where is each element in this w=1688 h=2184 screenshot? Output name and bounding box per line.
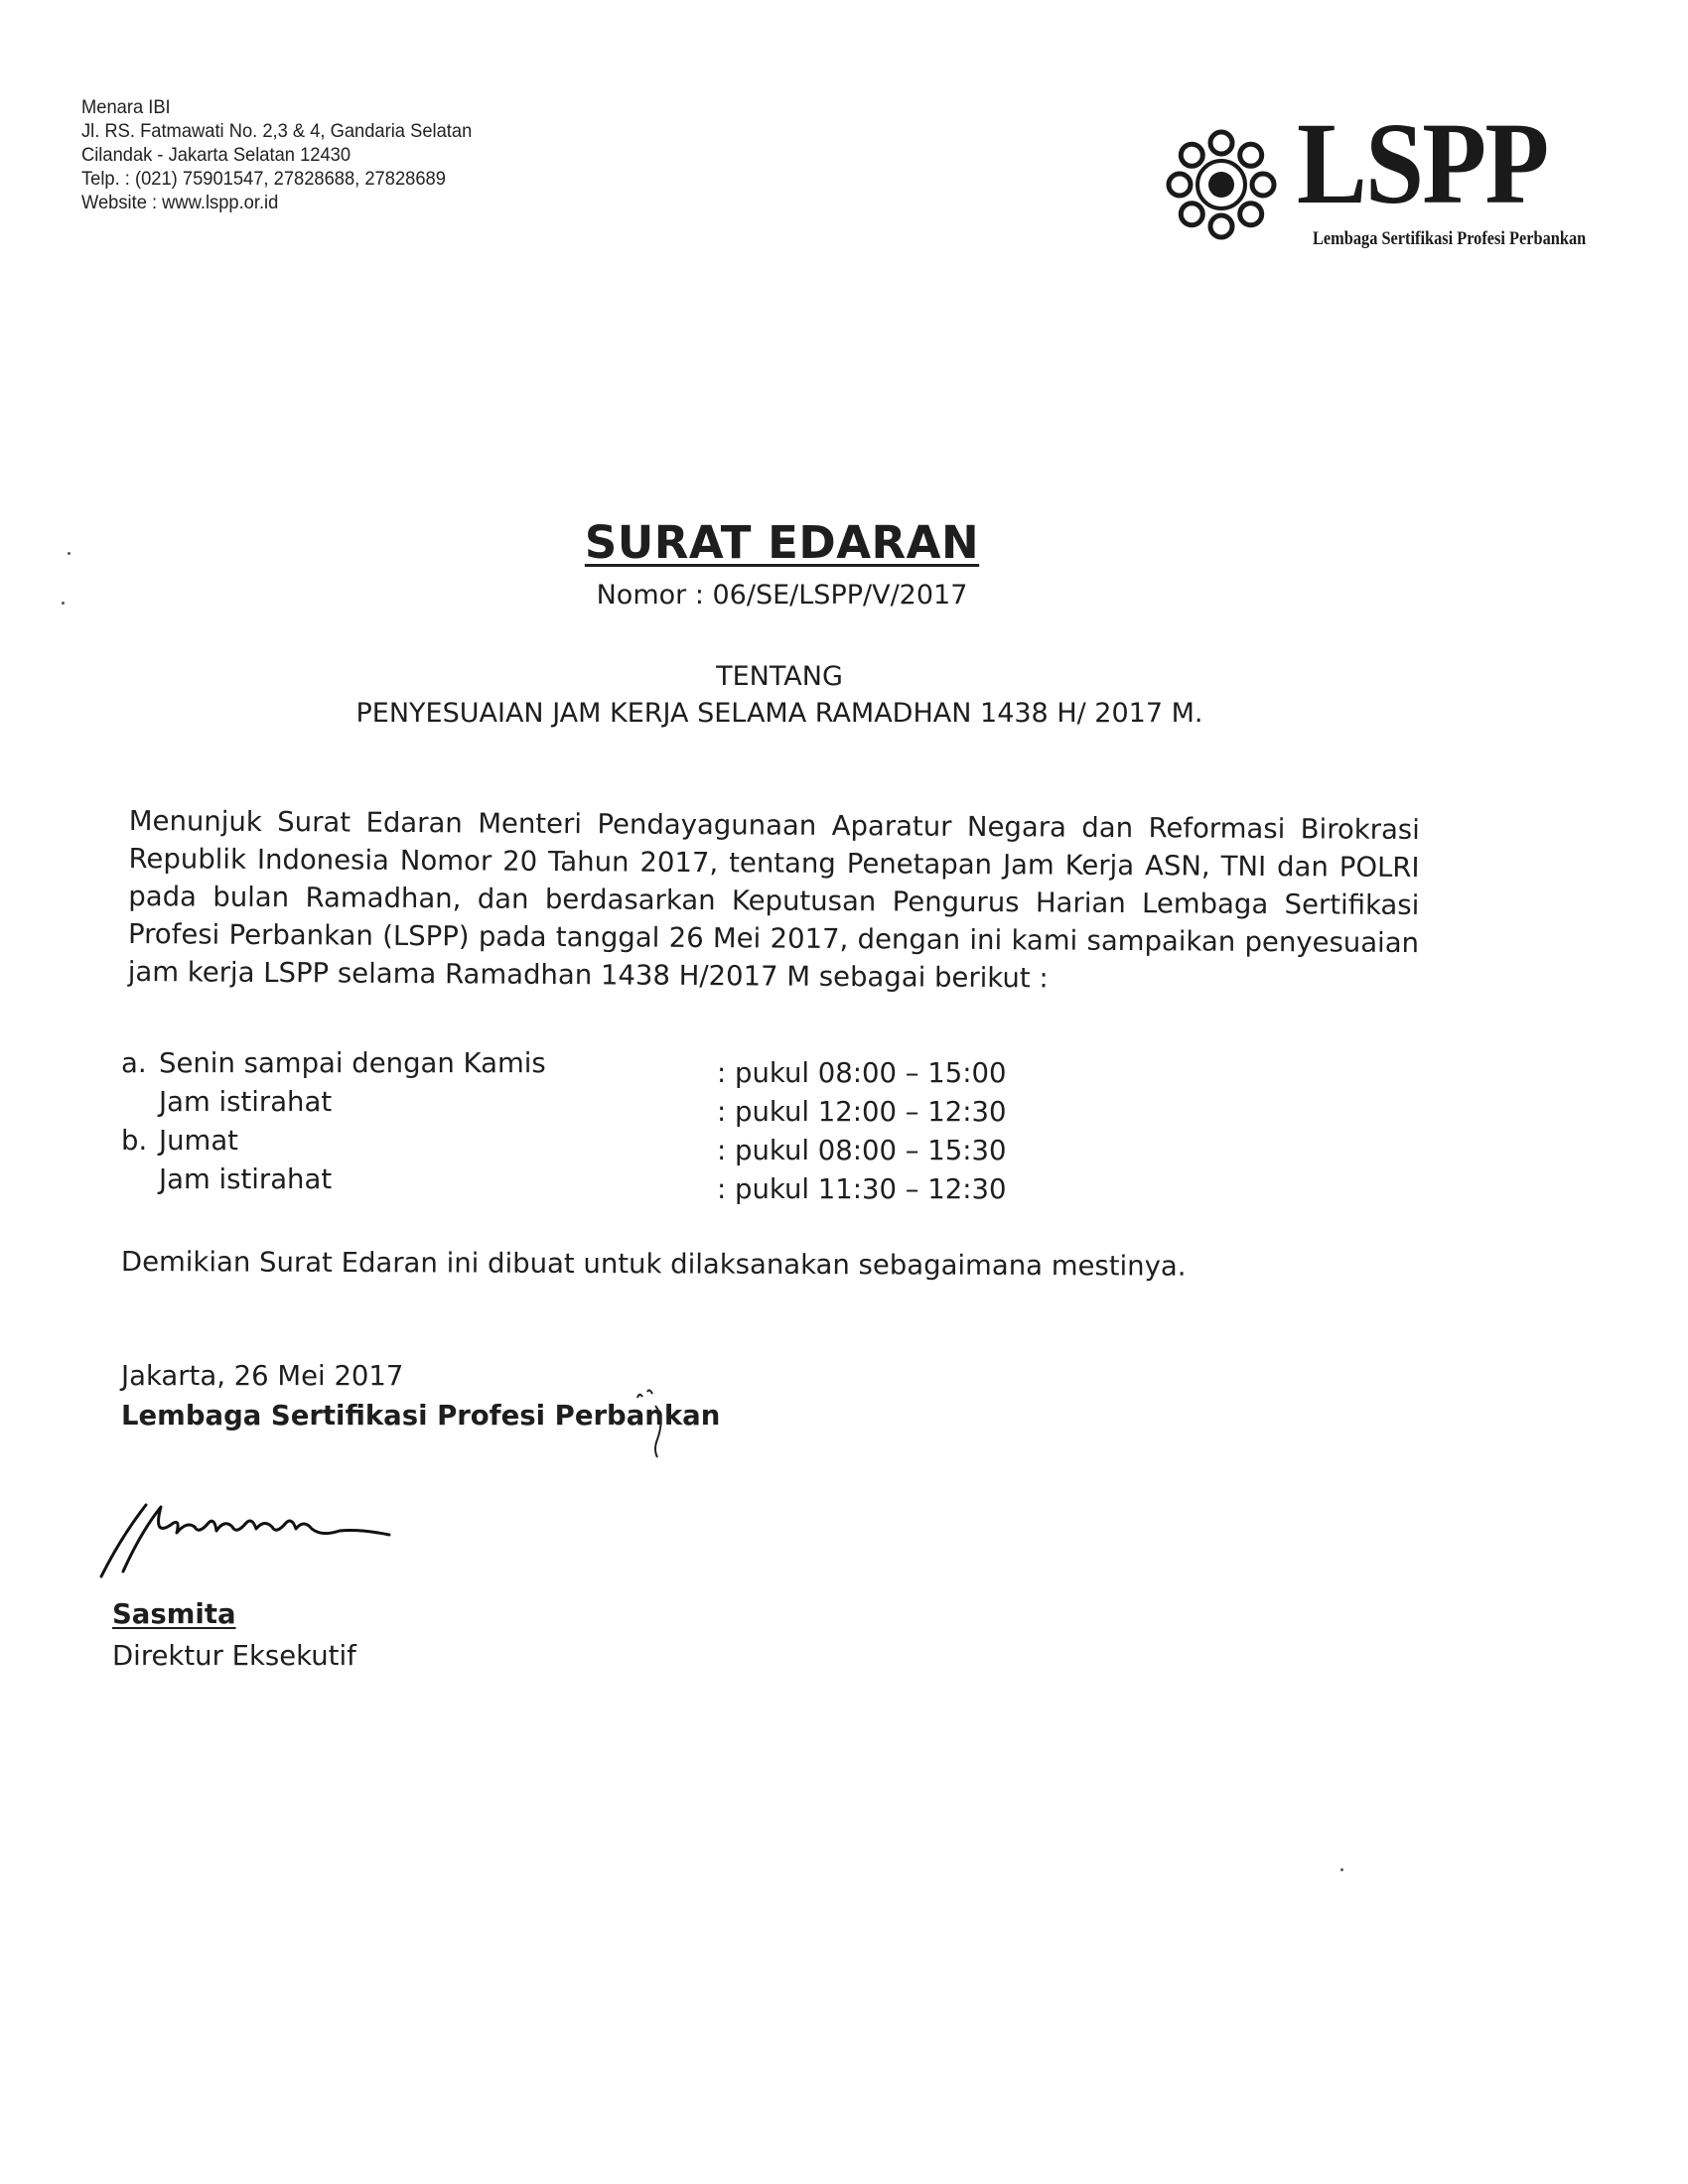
signer-title: Direktur Eksekutif	[112, 1640, 356, 1672]
place-date: Jakarta, 26 Mei 2017	[121, 1360, 404, 1392]
address-line: Cilandak - Jakarta Selatan 12430	[81, 144, 352, 166]
address-line: Telp. : (021) 75901547, 27828688, 27828689	[81, 168, 446, 190]
lspp-logo	[1162, 98, 1599, 256]
signer-name: Sasmita	[112, 1598, 236, 1630]
schedule-label: Senin sampai dengan Kamis	[159, 1047, 546, 1079]
initial-paraf	[632, 1388, 671, 1459]
scan-speck	[68, 552, 70, 555]
scan-speck	[1340, 1868, 1343, 1871]
schedule-row	[121, 1044, 1114, 1089]
schedule-label: Jam istirahat	[159, 1163, 333, 1195]
list-marker: a.	[121, 1047, 147, 1079]
address-line: Website : www.lspp.or.id	[81, 192, 279, 213]
schedule-row	[121, 1160, 1114, 1205]
document-title: SURAT EDARAN	[584, 516, 980, 569]
schedule-label: Jam istirahat	[159, 1086, 333, 1118]
list-marker: b.	[121, 1125, 148, 1157]
issuing-organization: Lembaga Sertifikasi Profesi Perbankan	[121, 1400, 721, 1432]
schedule-row	[121, 1122, 1114, 1166]
about-label: TENTANG	[716, 661, 843, 692]
letterhead-address	[81, 95, 472, 214]
body-paragraph: Menunjuk Surat Edaran Menteri Pendayagunaan Aparatur Negara dan Reformasi Birokrasi Republik Indonesia Nomor 20 Tahun 2017, tentang Penetapan Jam Kerja ASN, TNI dan POLRI pada bulan Ramadhan, dan berdasarkan Keputusan Pengurus Harian Lembaga Sertifikasi Profesi Perbankan (LSPP) pada tanggal 26 Mei 2017, dengan ini kami sampaikan penyesuaian jam kerja LSPP selama Ramadhan 1438 H/2017 M sebagai berikut :	[127, 804, 1420, 995]
logo-subtitle: Lembaga Sertifikasi Profesi Perbankan	[1313, 228, 1587, 249]
flower-emblem-icon	[1162, 125, 1281, 244]
schedule-time: : pukul 08:00 – 15:30	[717, 1135, 1007, 1166]
handwritten-signature	[91, 1477, 429, 1586]
address-line: Jl. RS. Fatmawati No. 2,3 & 4, Gandaria Selatan	[81, 120, 473, 142]
schedule-row	[121, 1083, 1114, 1128]
closing-sentence: Demikian Surat Edaran ini dibuat untuk dilaksanakan sebagaimana mestinya.	[120, 1246, 1187, 1283]
schedule-label: Jumat	[159, 1125, 238, 1157]
logo-wordmark: LSPP	[1297, 98, 1548, 228]
scan-speck	[62, 602, 65, 605]
document-number: Nomor : 06/SE/LSPP/V/2017	[596, 580, 968, 611]
schedule-time: : pukul 08:00 – 15:00	[717, 1057, 1007, 1089]
document-subject: PENYESUAIAN JAM KERJA SELAMA RAMADHAN 1438 H/ 2017 M.	[355, 698, 1203, 729]
address-line: Menara IBI	[81, 96, 171, 118]
work-schedule	[121, 1044, 1114, 1205]
schedule-time: : pukul 12:00 – 12:30	[717, 1096, 1007, 1128]
schedule-time: : pukul 11:30 – 12:30	[717, 1173, 1007, 1205]
